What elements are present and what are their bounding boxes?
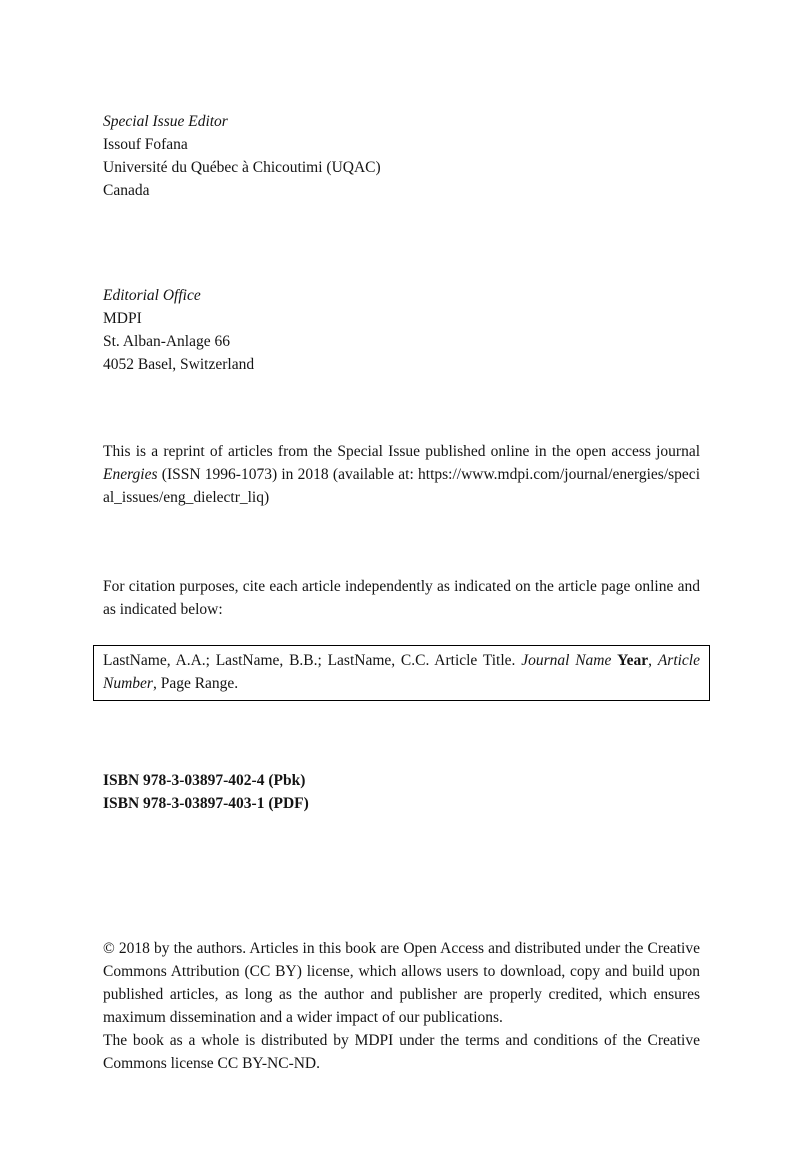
editorial-office-block: [103, 284, 700, 376]
citation-article-number: Article Number: [103, 652, 700, 692]
editorial-office-heading: Editorial Office: [103, 287, 201, 304]
copyright-paragraph: © 2018 by the authors. Articles in this book are Open Access and distributed under the Creative Commons Attribution (CC BY) license, which allows users to download, copy and build upon published articles, as long as the author and publisher are properly credited, which ensures maximum dissemination and a wider impact of our publications.: [103, 940, 700, 1026]
editorial-office-city: 4052 Basel, Switzerland: [103, 356, 255, 373]
editorial-office-address: St. Alban-Anlage 66: [103, 333, 230, 350]
citation-separator: ,: [648, 652, 658, 669]
special-issue-editor-heading: Special Issue Editor: [103, 113, 228, 130]
citation-authors-title: LastName, A.A.; LastName, B.B.; LastName, C.C. Article Title.: [103, 652, 522, 669]
citation-page-range: , Page Range.: [152, 675, 239, 692]
distribution-paragraph: The book as a whole is distributed by MDPI under the terms and conditions of the Creative Commons license CC BY-NC-ND.: [103, 1032, 700, 1072]
editorial-office-organization: MDPI: [103, 310, 142, 327]
citation-example-box: [93, 645, 710, 701]
isbn-pdf: ISBN 978-3-03897-403-1 (PDF): [103, 795, 309, 812]
citation-instruction: For citation purposes, cite each article independently as indicated on the article page online and as indicated below:: [103, 578, 700, 618]
license-block: [103, 937, 700, 1075]
journal-name: Energies: [103, 466, 158, 483]
citation-year: Year: [617, 652, 649, 669]
reprint-notice-block: [103, 440, 700, 509]
isbn-pbk: ISBN 978-3-03897-402-4 (Pbk): [103, 772, 306, 789]
citation-example: [103, 649, 700, 695]
isbn-block: [103, 769, 700, 815]
editor-name: Issouf Fofana: [103, 136, 188, 153]
reprint-text-after-url: ): [264, 489, 270, 506]
special-issue-url[interactable]: https://www.mdpi.com/journal/energies/special_issues/eng_dielectr_liq: [103, 466, 700, 506]
citation-journal-name: Journal Name: [521, 652, 618, 669]
editor-country: Canada: [103, 182, 150, 199]
citation-instruction-block: [103, 575, 700, 621]
reprint-text-after-journal: (ISSN 1996-1073) in 2018 (available at:: [157, 466, 419, 483]
reprint-text-before-journal: This is a reprint of articles from the Special Issue published online in the open access journal: [103, 443, 700, 460]
special-issue-editor-block: [103, 110, 700, 202]
editor-affiliation: Université du Québec à Chicoutimi (UQAC): [103, 159, 381, 176]
reprint-notice-paragraph: [103, 440, 700, 509]
